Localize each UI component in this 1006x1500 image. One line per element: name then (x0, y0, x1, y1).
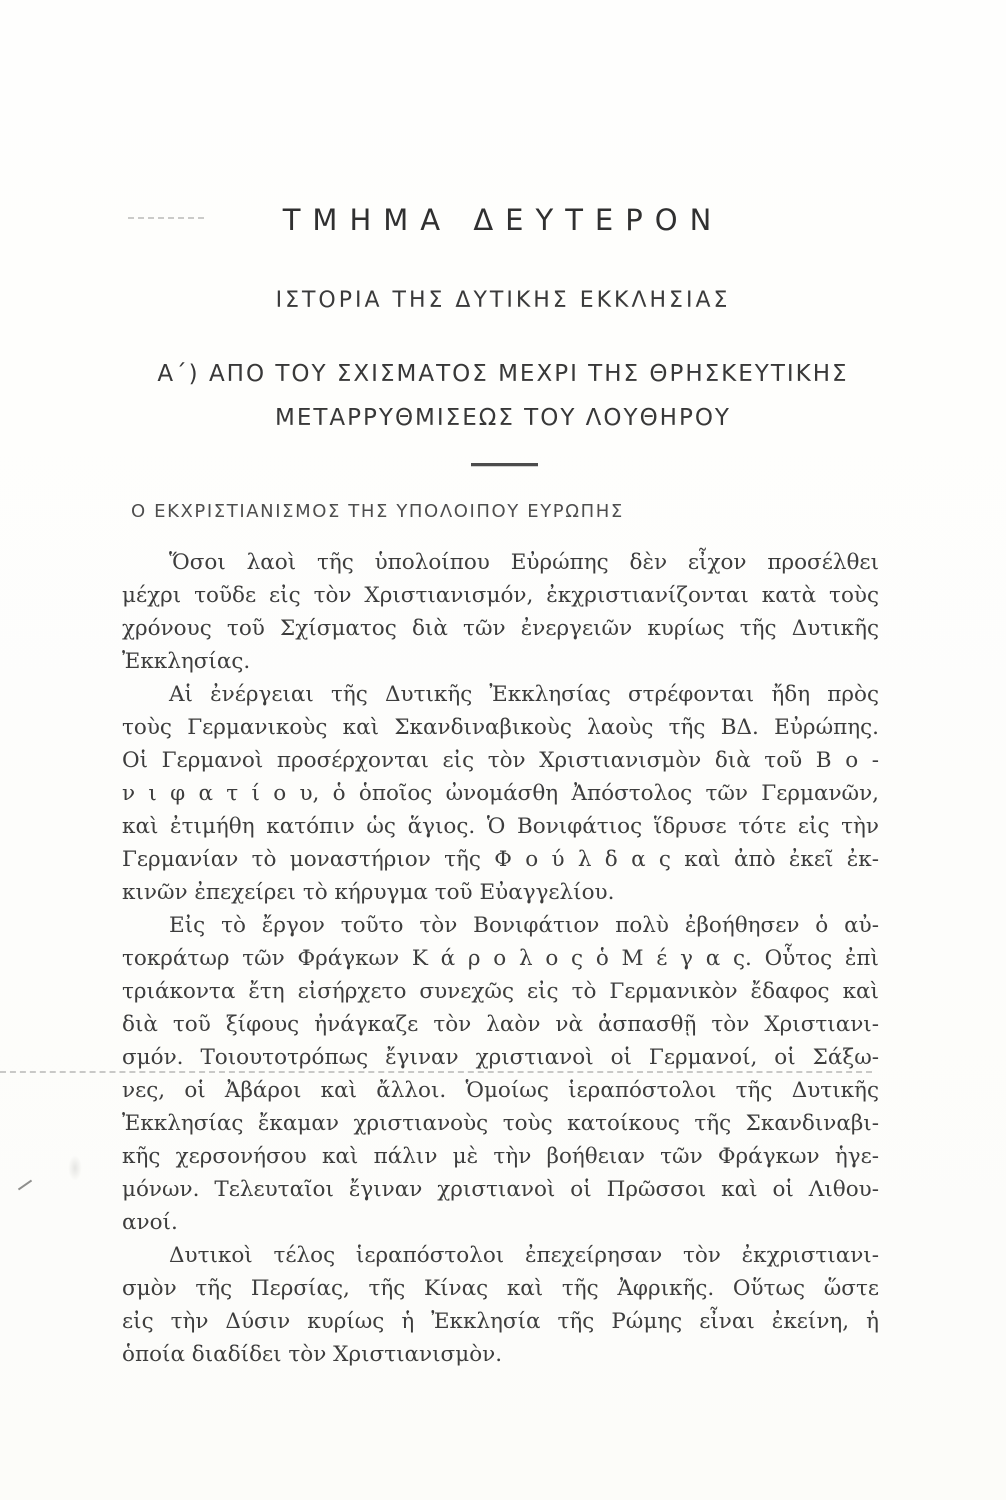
paragraph (122, 909, 879, 1239)
text-line: ανοί. (122, 1210, 178, 1235)
page-subtitle: ΙΣΤΟΡΙΑ ΤΗΣ ΔΥΤΙΚΗΣ ΕΚΚΛΗΣΙΑΣ (275, 288, 731, 313)
chapter-heading-line1: Α΄) ΑΠΟ ΤΟΥ ΣΧΙΣΜΑΤΟΣ ΜΕΧΡΙ ΤΗΣ ΘΡΗΣΚΕΥΤΙΚΗΣ (157, 361, 849, 387)
text-line: Ὅσοι λαοὶ τῆς ὑπολοίπου Εὐρώπης δὲν εἶχον προσέλθει (169, 550, 879, 575)
text-line: Οἱ Γερμανοὶ προσέρχονται εἰς τὸν Χριστιανισμὸν διὰ τοῦ Β ο - (122, 748, 879, 773)
text-line: τριάκοντα ἔτη εἰσήρχετο συνεχῶς εἰς τὸ Γερμανικὸν ἔδαφος καὶ (122, 979, 879, 1004)
text-line: σμόν. Τοιουτοτρόπως ἔγιναν χριστιανοὶ οἱ Γερμανοί, οἱ Σάξω- (122, 1045, 879, 1070)
text-line: σμὸν τῆς Περσίας, τῆς Κίνας καὶ τῆς Ἀφρικῆς. Οὕτως ὥστε (122, 1276, 879, 1301)
paragraph (122, 1239, 879, 1371)
text-line: νες, οἱ Ἀβάροι καὶ ἄλλοι. Ὁμοίως ἱεραπόστολοι τῆς Δυτικῆς (122, 1078, 879, 1103)
paragraph (122, 678, 879, 909)
text-line: χρόνους τοῦ Σχίσματος διὰ τῶν ἐνεργειῶν κυρίως τῆς Δυτικῆς (122, 616, 879, 641)
text-line: Γερμανίαν τὸ μοναστήριον τῆς Φ ο ύ λ δ α ς καὶ ἀπὸ ἐκεῖ ἐκ- (122, 847, 879, 872)
chapter-heading-line2: ΜΕΤΑΡΡΥΘΜΙΣΕΩΣ ΤΟΥ ΛΟΥΘΗΡΟΥ (275, 405, 731, 431)
text-line: κινῶν ἐπεχείρει τὸ κήρυγμα τοῦ Εὐαγγελίου. (122, 880, 615, 905)
text-line: τοκράτωρ τῶν Φράγκων Κ ά ρ ο λ ο ς ὁ Μ έ γ α ς. Οὗτος ἐπὶ (122, 946, 879, 971)
text-line: καὶ ἐτιμήθη κατόπιν ὡς ἅγιος. Ὁ Βονιφάτιος ἵδρυσε τότε εἰς τὴν (122, 814, 879, 839)
text-line: ὁποία διαδίδει τὸν Χριστιανισμὸν. (122, 1342, 503, 1367)
text-line: μόνων. Τελευταῖοι ἔγιναν χριστιανοὶ οἱ Πρῶσσοι καὶ οἱ Λιθου- (122, 1177, 879, 1202)
body-text (122, 546, 879, 1371)
chapter-heading (0, 352, 1006, 440)
paragraph (122, 546, 879, 678)
scan-artifact-smudge (68, 1155, 82, 1181)
text-line: κῆς χερσονήσου καὶ πάλιν μὲ τὴν βοήθειαν τῶν Φράγκων ἡγε- (122, 1144, 879, 1169)
page-title: ΤΜΗΜΑ ΔΕΥΤΕΡΟΝ (282, 203, 724, 237)
section-divider-rule (471, 463, 538, 466)
text-line: ν ι φ α τ ί ο υ, ὁ ὁποῖος ὠνομάσθη Ἀπόστολος τῶν Γερμανῶν, (122, 781, 879, 806)
text-line: Ἐκκλησίας. (122, 649, 251, 674)
text-line: Δυτικοὶ τέλος ἱεραπόστολοι ἐπεχείρησαν τὸν ἐκχριστιανι- (169, 1243, 879, 1268)
text-line: διὰ τοῦ ξίφους ἠνάγκαζε τὸν λαὸν νὰ ἀσπασθῇ τὸν Χριστιανι- (122, 1012, 879, 1037)
text-line: Αἱ ἐνέργειαι τῆς Δυτικῆς Ἐκκλησίας στρέφονται ἤδη πρὸς (169, 682, 879, 707)
text-line: μέχρι τοῦδε εἰς τὸν Χριστιανισμόν, ἐκχριστιανίζονται κατὰ τοὺς (122, 583, 879, 608)
text-line: τοὺς Γερμανικοὺς καὶ Σκανδιναβικοὺς λαοὺς τῆς ΒΔ. Εὐρώπης. (122, 715, 879, 740)
text-line: Εἰς τὸ ἔργον τοῦτο τὸν Βονιφάτιον πολὺ ἐβοήθησεν ὁ αὐ- (169, 913, 879, 938)
text-line: Ἐκκλησίας ἔκαμαν χριστιανοὺς τοὺς κατοίκους τῆς Σκανδιναβι- (122, 1111, 879, 1136)
section-heading: Ο ΕΚΧΡΙΣΤΙΑΝΙΣΜΟΣ ΤΗΣ ΥΠΟΛΟΙΠΟΥ ΕΥΡΩΠΗΣ (131, 501, 624, 522)
text-line: εἰς τὴν Δύσιν κυρίως ἡ Ἐκκλησία τῆς Ρώμης εἶναι ἐκείνη, ἡ (122, 1309, 879, 1334)
scan-artifact-slash-mark (18, 1180, 32, 1191)
